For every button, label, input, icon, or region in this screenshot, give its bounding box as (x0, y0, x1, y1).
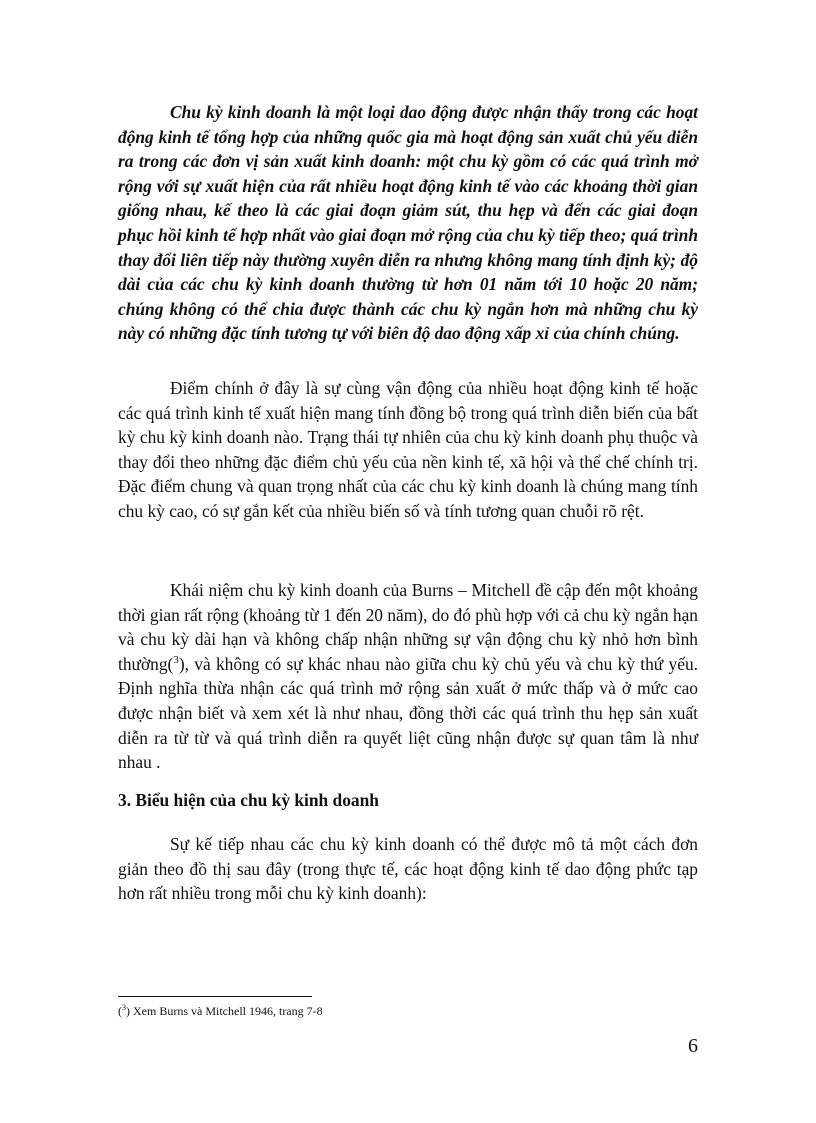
burns-text-part1: Khái niệm chu kỳ kinh doanh của Burns – Mitchell đề cập đến một khoảng thời gian rất rộng (khoảng từ 1 đến 20 năm), do đó phù hợp với cả chu kỳ ngắn hạn và chu kỳ dài hạn và không chấp nhận những sự vận động chu kỳ nhỏ hơn bình thường( (118, 580, 698, 674)
definition-paragraph: Chu kỳ kinh doanh là một loại dao động được nhận thấy trong các hoạt động kinh tế tổng hợp của những quốc gia mà hoạt động sản xuất chủ yếu diễn ra trong các đơn vị sản xuất kinh doanh: một chu kỳ gồm có các quá trình mở rộng với sự xuất hiện của rất nhiều hoạt động kinh tế vào các khoảng thời gian giống nhau, kế theo là các giai đoạn giảm sút, thu hẹp và đến các giai đoạn phục hồi kinh tế hợp nhất vào giai đoạn mở rộng của chu kỳ tiếp theo; quá trình thay đổi liên tiếp này thường xuyên diễn ra nhưng không mang tính định kỳ; độ dài của các chu kỳ kinh doanh thường từ hơn 01 năm tới 10 hoặc 20 năm; chúng không có thể chia được thành các chu kỳ ngắn hơn mà những chu kỳ này có những đặc tính tương tự với biên độ dao động xấp xỉ của chính chúng. (118, 102, 698, 344)
footnote-text: Xem Burns và Mitchell 1946, trang 7-8 (130, 1004, 323, 1018)
footnote-reference: 3 (173, 653, 179, 666)
footnote-open-paren: ( (118, 1004, 122, 1018)
page-number: 6 (688, 1035, 698, 1057)
burns-mitchell-paragraph (118, 578, 698, 775)
burns-text-part2: ), và không có sự khác nhau nào giữa chu kỳ chủ yếu và chu kỳ thứ yếu. Định nghĩa thừa nhận các quá trình mở rộng sản xuất ở mức thấp và ở mức cao được nhận biết và xem xét là như nhau, đồng thời các quá trình thu hẹp sản xuất diễn ra từ từ và quá trình diễn ra quyết liệt cũng nhận được sự quan tâm là như nhau . (118, 653, 698, 773)
section-heading: 3. Biểu hiện của chu kỳ kinh doanh (118, 790, 379, 810)
footnote-close-paren: ) (126, 1004, 130, 1018)
main-point-paragraph: Điểm chính ở đây là sự cùng vận động của nhiều hoạt động kinh tế hoặc các quá trình kinh tế xuất hiện mang tính đồng bộ trong quá trình diễn biến của bất kỳ chu kỳ kinh doanh nào. Trạng thái tự nhiên của chu kỳ kinh doanh phụ thuộc và thay đổi theo những đặc điểm chủ yếu của nền kinh tế, xã hội và thể chế chính trị. Đặc điểm chung và quan trọng nhất của các chu kỳ kinh doanh là chúng mang tính chu kỳ cao, có sự gắn kết của nhiều biến số và tính tương quan chuỗi rõ rệt. (118, 378, 698, 521)
footnote (118, 1004, 698, 1019)
footnote-number: 3 (122, 1003, 126, 1012)
footnote-divider (118, 996, 312, 997)
sequence-paragraph: Sự kế tiếp nhau các chu kỳ kinh doanh có thể được mô tả một cách đơn giản theo đồ thị sau đây (trong thực tế, các hoạt động kinh tế dao động phức tạp hơn rất nhiều trong mỗi chu kỳ kinh doanh): (118, 834, 698, 904)
